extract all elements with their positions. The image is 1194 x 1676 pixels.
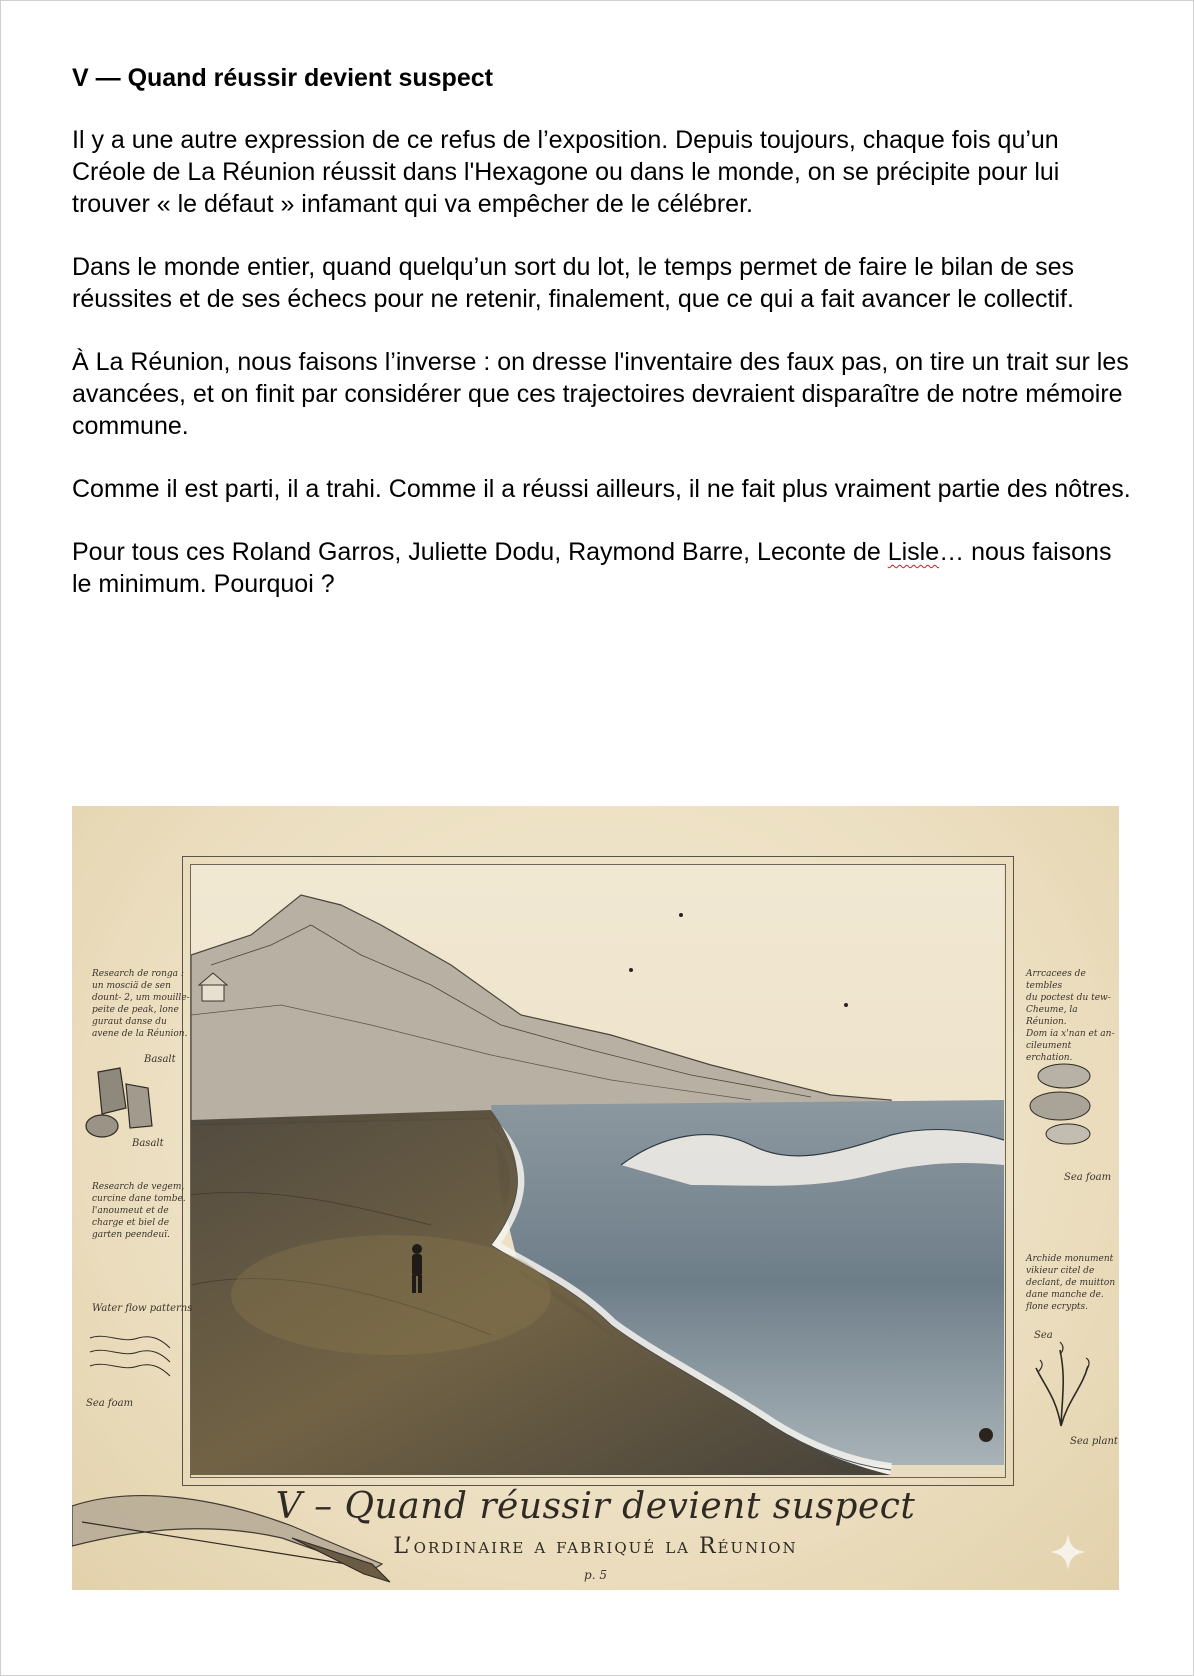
right-note-2: Archide monument vikieur citel de declant, de muitton dane manche de. flone ecrypts. xyxy=(1026,1254,1116,1312)
right-note-1: Arrcacees de tembles du poctest du tew- Cheume, la Réunion. Dom ia x'nan et an- cileument erchation. xyxy=(1026,969,1115,1063)
beach-illustration xyxy=(72,806,1119,1590)
paragraph-1: Il y a une autre expression de ce refus de l’exposition. Depuis toujours, chaque fois qu’un Créole de La Réunion réussit dans l'Hexagone ou dans le monde, on se précipite pour lui trouver « le défaut » infamant qui va empêcher de le célébrer. xyxy=(72,126,1060,218)
left-label-basalt-b: Basalt xyxy=(132,1138,164,1149)
right-label-sea: Sea xyxy=(1034,1330,1053,1341)
water-flow-sketch xyxy=(86,1328,172,1388)
right-label-sea-plant: Sea plant xyxy=(1070,1436,1118,1447)
left-note-2: Research de vegem, curcine dane tombe. l'anoumeut et de charge et biel de garten peendeuï. xyxy=(92,1182,186,1240)
illustration-caption-title: V – Quand réussir devient suspect xyxy=(275,1486,916,1527)
left-label-water-flow: Water flow patterns xyxy=(92,1303,193,1314)
document-body xyxy=(72,62,1132,631)
paragraph-5-text-a: Pour tous ces Roland Garros, Juliette Dodu, Raymond Barre, Leconte de xyxy=(72,538,888,566)
paragraph-5-text-b: … nous faisons le minimum. Pourquoi ? xyxy=(72,538,1112,598)
illustration-caption-subtitle: L’ordinaire a fabriqué la Réunion xyxy=(393,1534,798,1559)
sea-plant-sketch xyxy=(1026,1338,1096,1428)
paragraph-4: Comme il est parti, il a trahi. Comme il a réussi ailleurs, il ne fait plus vraiment partie des nôtres. xyxy=(72,475,1131,503)
paragraph-3: À La Réunion, nous faisons l’inverse : on dresse l'inventaire des faux pas, on tire un trait sur les avancées, et on finit par considérer que ces trajectoires devraient disparaître de notre mémoire commune. xyxy=(72,348,1129,440)
left-note-1: Research de ronga : un mosciä de sen dount- 2, um mouille- peite de peak, lone guraut danse du avene de la Réunion. xyxy=(92,969,190,1039)
spellcheck-flagged-word[interactable]: Lisle xyxy=(887,538,940,566)
left-label-basalt-a: Basalt xyxy=(144,1054,176,1065)
paragraph-2: Dans le monde entier, quand quelqu’un sort du lot, le temps permet de faire le bilan de ses réussites et de ses échecs pour ne retenir, finalement, que ce qui a fait avancer le collectif. xyxy=(72,253,1075,313)
paragraph-5 xyxy=(72,536,1132,600)
section-heading: V — Quand réussir devient suspect xyxy=(72,64,493,92)
illustration-page-mark: p. 5 xyxy=(584,1568,607,1582)
basalt-rock-sketch xyxy=(80,1064,166,1144)
sea-foam-sketch xyxy=(1024,1046,1104,1156)
sparkle-icon xyxy=(1050,1534,1086,1570)
right-label-sea-foam: Sea foam xyxy=(1064,1172,1112,1183)
left-label-sea-foam: Sea foam xyxy=(86,1398,134,1409)
beach-scene-image xyxy=(191,865,1004,1475)
